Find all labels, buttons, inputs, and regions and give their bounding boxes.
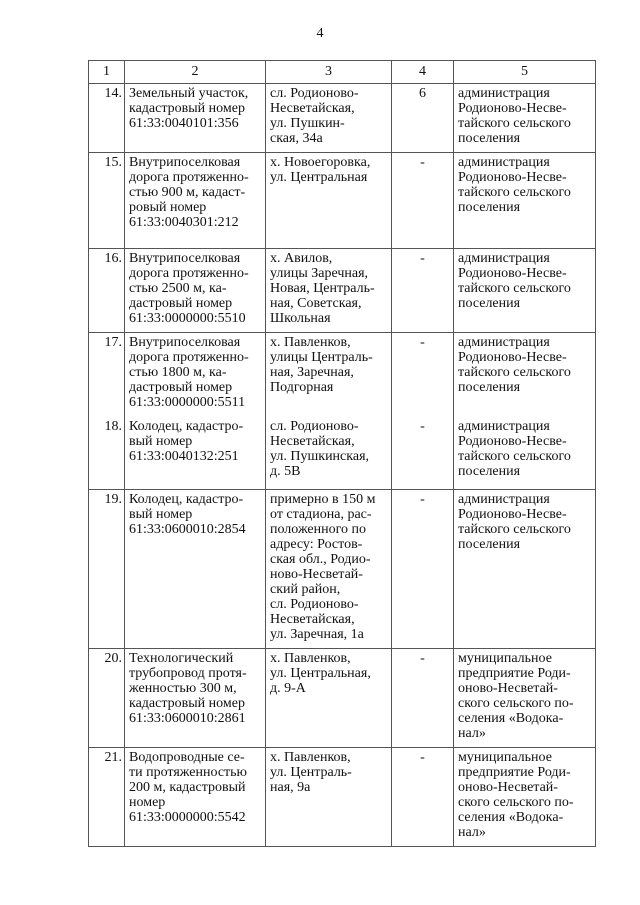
- table-row: [89, 249, 596, 333]
- object-holder-cell: администрация Родионово-Несве- тайского сельского поселения: [454, 333, 596, 417]
- object-name-cell: Колодец, кадастро- вый номер 61:33:0040132:251: [125, 417, 266, 490]
- object-area-cell: -: [392, 417, 454, 490]
- table-row: [89, 748, 596, 847]
- object-address-cell: примерно в 150 м от стадиона, рас- положенного по адресу: Ростов- ская обл., Родио- ново-Несветай- ский район, сл. Родионово- Несветайская, ул. Заречная, 1а: [266, 490, 392, 649]
- register-table: [88, 60, 596, 847]
- object-holder-cell: администрация Родионово-Несве- тайского сельского поселения: [454, 417, 596, 490]
- object-name-cell: Внутрипоселковая дорога протяженно- стью 900 м, кадаст- ровый номер 61:33:0040301:212: [125, 153, 266, 249]
- table-row: [89, 490, 596, 649]
- row-number-cell: 21.: [89, 748, 125, 847]
- object-area-cell: 6: [392, 84, 454, 153]
- object-area-cell: -: [392, 490, 454, 649]
- object-holder-cell: администрация Родионово-Несве- тайского сельского поселения: [454, 249, 596, 333]
- object-holder-cell: администрация Родионово-Несве- тайского сельского поселения: [454, 153, 596, 249]
- object-holder-cell: администрация Родионово-Несве- тайского сельского поселения: [454, 84, 596, 153]
- object-address-cell: сл. Родионово- Несветайская, ул. Пушкинская, д. 5В: [266, 417, 392, 490]
- object-area-cell: -: [392, 649, 454, 748]
- object-address-cell: х. Павленков, ул. Централь- ная, 9а: [266, 748, 392, 847]
- page-number: 4: [316, 26, 324, 41]
- object-address-cell: х. Авилов, улицы Заречная, Новая, Централь- ная, Советская, Школьная: [266, 249, 392, 333]
- table-row: [89, 84, 596, 153]
- header-cell: 4: [392, 61, 454, 84]
- row-number-cell: 15.: [89, 153, 125, 249]
- row-number-cell: 17.: [89, 333, 125, 417]
- object-area-cell: -: [392, 748, 454, 847]
- object-area-cell: -: [392, 249, 454, 333]
- object-holder-cell: администрация Родионово-Несве- тайского сельского поселения: [454, 490, 596, 649]
- row-number-cell: 16.: [89, 249, 125, 333]
- object-name-cell: Земельный участок, кадастровый номер 61:33:0040101:356: [125, 84, 266, 153]
- object-name-cell: Водопроводные се- ти протяженностью 200 м, кадастровый номер 61:33:0000000:5542: [125, 748, 266, 847]
- header-cell: 2: [125, 61, 266, 84]
- header-cell: 5: [454, 61, 596, 84]
- table-row: [89, 649, 596, 748]
- table-row: [89, 153, 596, 249]
- object-area-cell: -: [392, 333, 454, 417]
- row-number-cell: 20.: [89, 649, 125, 748]
- object-holder-cell: муниципальное предприятие Роди- оново-Несветай- ского сельского по- селения «Водока- нал»: [454, 649, 596, 748]
- object-address-cell: х. Новоегоровка, ул. Центральная: [266, 153, 392, 249]
- object-address-cell: х. Павленков, ул. Центральная, д. 9-А: [266, 649, 392, 748]
- header-cell: 1: [89, 61, 125, 84]
- row-number-cell: 19.: [89, 490, 125, 649]
- object-address-cell: х. Павленков, улицы Централь- ная, Заречная, Подгорная: [266, 333, 392, 417]
- row-number-cell: 18.: [89, 417, 125, 490]
- table-row: [89, 333, 596, 417]
- table-header-row: [89, 61, 596, 84]
- object-area-cell: -: [392, 153, 454, 249]
- object-holder-cell: муниципальное предприятие Роди- оново-Несветай- ского сельского по- селения «Водока- нал»: [454, 748, 596, 847]
- object-name-cell: Внутрипоселковая дорога протяженно- стью 2500 м, ка- дастровый номер 61:33:0000000:5510: [125, 249, 266, 333]
- object-name-cell: Технологический трубопровод протя- женностью 300 м, кадастровый номер 61:33:0600010:2861: [125, 649, 266, 748]
- header-cell: 3: [266, 61, 392, 84]
- object-name-cell: Внутрипоселковая дорога протяженно- стью 1800 м, ка- дастровый номер 61:33:0000000:5511: [125, 333, 266, 417]
- row-number-cell: 14.: [89, 84, 125, 153]
- object-address-cell: сл. Родионово- Несветайская, ул. Пушкин- ская, 34а: [266, 84, 392, 153]
- table-row: [89, 417, 596, 490]
- object-name-cell: Колодец, кадастро- вый номер 61:33:0600010:2854: [125, 490, 266, 649]
